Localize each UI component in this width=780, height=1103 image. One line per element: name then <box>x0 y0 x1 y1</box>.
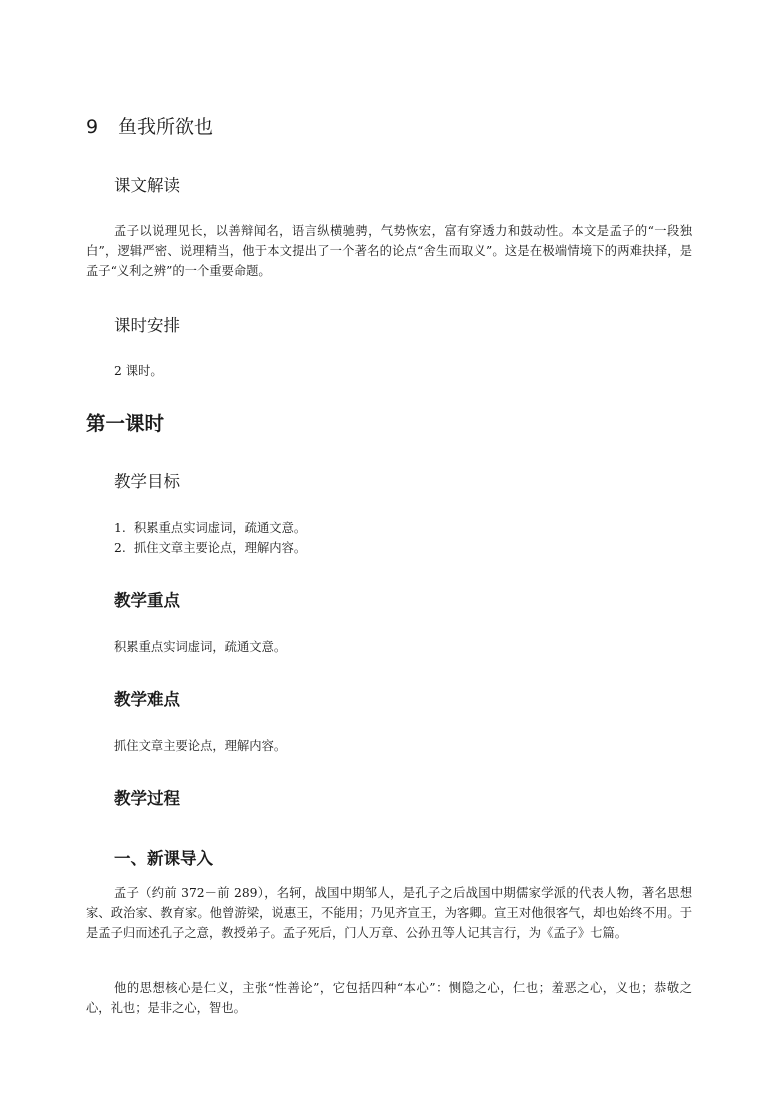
lesson-title-text: 鱼我所欲也 <box>118 116 214 138</box>
objective-item <box>114 538 306 558</box>
process-heading: 教学过程 <box>114 789 180 808</box>
lesson-number: 9 <box>86 116 99 138</box>
objective-item <box>114 518 306 538</box>
difficulty-text: 抓住文章主要论点，理解内容。 <box>114 739 287 753</box>
period-one-heading: 第一课时 <box>86 412 165 435</box>
objective-text: 抓住文章主要论点，理解内容。 <box>134 541 307 555</box>
interpretation-heading: 课文解读 <box>114 176 180 195</box>
objective-index: 1. <box>114 521 126 535</box>
intro-paragraph: 孟子（约前 372－前 289），名轲，战国中期邹人，是孔子之后战国中期儒家学派的代表人物，著名思想家、政治家、教育家。他曾游梁，说惠王，不能用；乃见齐宣王，为客卿。宣王对他很客气，却也始终不用。于是孟子归而述孔子之意，教授弟子。孟子死后，门人万章、公孙丑等人记其言行，为《孟子》七篇。 <box>86 886 692 941</box>
interpretation-paragraph: 孟子以说理见长，以善辩闻名，语言纵横驰骋，气势恢宏，富有穿透力和鼓动性。本文是孟子的“一段独白”，逻辑严密、说理精当，他于本文提出了一个著名的论点“舍生而取义”。这是在极端情境下的两难抉择，是孟子“义利之辨”的一个重要命题。 <box>86 224 692 279</box>
objective-index: 2. <box>114 541 126 555</box>
key-point-heading: 教学重点 <box>114 591 180 610</box>
objective-text: 积累重点实词虚词，疏通文意。 <box>134 521 307 535</box>
key-point-text: 积累重点实词虚词，疏通文意。 <box>114 640 287 654</box>
schedule-heading: 课时安排 <box>114 316 180 335</box>
schedule-text: 2 课时。 <box>114 364 163 378</box>
objectives-heading: 教学目标 <box>114 472 180 491</box>
intro-paragraph: 他的思想核心是仁义，主张“性善论”，它包括四种“本心”：恻隐之心，仁也；羞恶之心，义也；恭敬之心，礼也；是非之心，智也。 <box>86 981 692 1016</box>
step-one-heading: 一、新课导入 <box>114 849 213 868</box>
lesson-title <box>86 112 213 139</box>
difficulty-heading: 教学难点 <box>114 690 180 709</box>
